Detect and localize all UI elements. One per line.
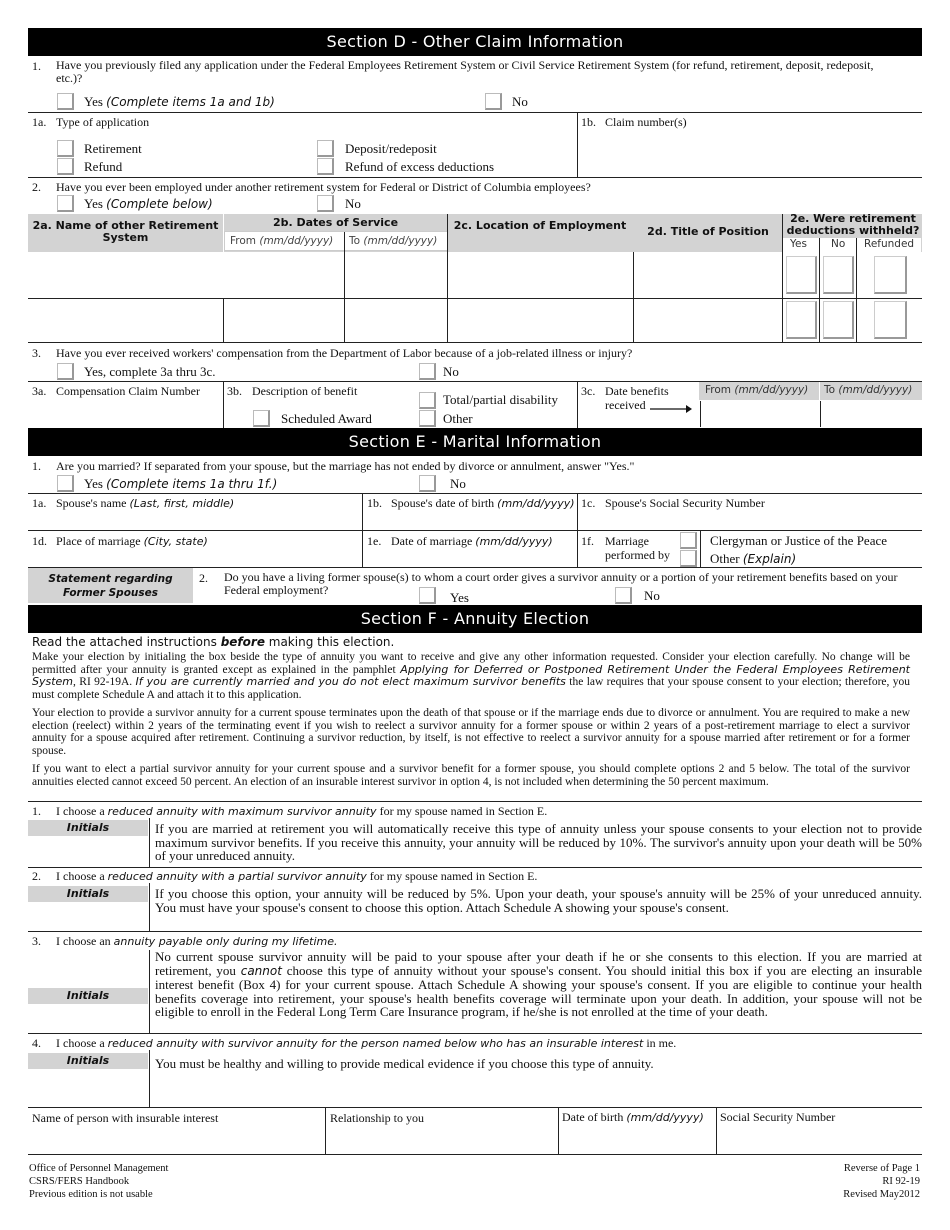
scheduled-award-checkbox[interactable] <box>253 410 270 427</box>
divider <box>856 238 857 342</box>
divider <box>28 298 922 299</box>
d-q1-no-label: No <box>512 94 528 109</box>
compensation-claim-input[interactable] <box>30 400 220 426</box>
col-2b-header: 2b. Dates of Service <box>272 216 399 229</box>
row1-from-input[interactable] <box>224 252 343 298</box>
option-1-initials-label: Initials <box>28 820 148 836</box>
claim-number-field[interactable] <box>580 130 920 174</box>
retirement-checkbox[interactable] <box>57 140 74 157</box>
divider <box>28 177 922 178</box>
e-q1f-label-2: performed by <box>605 548 670 562</box>
e-q1c-number: 1c. <box>581 496 596 510</box>
q3c-from-input[interactable] <box>700 401 818 427</box>
section-d-header: Section D - Other Claim Information <box>28 28 922 56</box>
col-2e-header: 2e. Were retirement deductions withheld? <box>786 212 920 237</box>
col-2d-header: 2d. Title of Position <box>647 225 769 238</box>
d-q3b-label: Description of benefit <box>252 384 358 398</box>
e-q1d-label: Place of marriage (City, state) <box>56 534 208 548</box>
total-disability-label: Total/partial disability <box>443 392 558 407</box>
f-paragraph-2: Your election to provide a survivor annuity for a current spouse terminates upon the death of that spouse or if the marriage ends due to divorce or annulment. You are required to make a new election (reelect) within 2 years of the terminating event if you wish to reelect a survivor annuity for a former spouse or within 2 years of a post-retirement marriage to elect a survivor annuity for a spouse acquired after retirement. Continuing a survivor reduction, by itself, is not effective to reelect a survivor annuity for a spouse married after retirement or for a former spouse. <box>32 707 910 757</box>
footer-left-2: CSRS/FERS Handbook <box>29 1176 130 1187</box>
f-paragraph-3: If you want to elect a partial survivor annuity for your current spouse and a survivor benefit for a former spouse, you should complete options 2 and 5 below. The total of the survivor annuities elected cannot exceed 50 percent. An election of an insurable interest survivor in option 4, is not included when determining the 50 percent maximum. <box>32 763 910 788</box>
d-q1a-label: Type of application <box>56 115 150 129</box>
option-2-number: 2. <box>32 869 41 883</box>
e-q1d-number: 1d. <box>32 534 47 548</box>
option-3-initials-input[interactable] <box>28 1005 148 1032</box>
row2-yes-box[interactable] <box>786 301 817 339</box>
e-q2-yes-checkbox[interactable] <box>419 587 436 604</box>
divider <box>577 112 578 177</box>
spouse-dob-input[interactable] <box>364 511 575 530</box>
insurable-name-input[interactable] <box>30 1127 323 1153</box>
divider <box>700 530 701 567</box>
d-q3-no-label: No <box>443 364 459 379</box>
d-q2-no-checkbox[interactable] <box>317 195 334 212</box>
statement-line-2: Former Spouses <box>62 587 159 599</box>
footer-left-3: Previous edition is not usable <box>29 1189 153 1200</box>
option-2-initials-input[interactable] <box>28 903 148 931</box>
divider <box>28 1154 922 1155</box>
deposit-checkbox[interactable] <box>317 140 334 157</box>
row1-title-input[interactable] <box>634 252 781 298</box>
insurable-ssn-input[interactable] <box>718 1127 920 1153</box>
d-q1b-label: Claim number(s) <box>605 115 687 129</box>
option-1-number: 1. <box>32 804 41 818</box>
d-q3a-number: 3a. <box>32 384 47 398</box>
option-4-text: You must be healthy and willing to provide medical evidence if you choose this type of annuity. <box>155 1056 654 1071</box>
e-q2-no-label: No <box>644 588 660 603</box>
e-q1-no-checkbox[interactable] <box>419 475 436 492</box>
divider <box>28 493 922 494</box>
retirement-label: Retirement <box>84 141 142 156</box>
d-q2-number: 2. <box>32 180 41 194</box>
d-q3-no-checkbox[interactable] <box>419 363 436 380</box>
e-q1f-label-1: Marriage <box>605 534 649 548</box>
divider <box>28 112 922 113</box>
divider <box>28 530 922 531</box>
divider <box>819 238 820 342</box>
row1-system-input[interactable] <box>28 252 222 298</box>
divider <box>28 867 922 868</box>
e-q1a-number: 1a. <box>32 496 47 510</box>
row2-no-box[interactable] <box>823 301 854 339</box>
d-q3-yes-checkbox[interactable] <box>57 363 74 380</box>
option-4-initials-label: Initials <box>28 1053 148 1069</box>
arrow-right-icon <box>650 404 692 414</box>
e-q2-yes-label: Yes <box>450 590 469 605</box>
option-1-initials-input[interactable] <box>28 837 148 867</box>
footer-right-3: Revised May2012 <box>843 1189 920 1200</box>
other-benefit-label: Other <box>443 411 473 426</box>
d-q3c-label-2: received <box>605 398 646 412</box>
e-q2-text: Do you have a living former spouse(s) to whom a court order gives a survivor annuity or a portion of your retirement benefits based on your Federal employment? <box>224 570 898 597</box>
f-paragraph-1: Make your election by initialing the box beside the type of annuity you want to receive and give any other information requested. Consider your election carefully. No change will be permitted after your annuity is granted except as explained in the pamphlet Applying for Deferred or Postponed Retirement Under the Federal Employees Retirement System, RI 92-19A. If you are currently married and you do not elect maximum survivor benefits the law requires that your spouse consent to your election; therefore, you must complete Schedule A and attach it to this application. <box>32 651 910 701</box>
col-2b-from: From (mm/dd/yyyy) <box>230 235 334 247</box>
option-2-title: I choose a reduced annuity with a partial survivor annuity for my spouse named in Section E. <box>56 869 538 883</box>
insurable-name-label: Name of person with insurable interest <box>32 1111 219 1125</box>
divider <box>28 801 922 802</box>
marriage-place-input[interactable] <box>30 549 360 566</box>
insurable-dob-label: Date of birth (mm/dd/yyyy) <box>562 1110 704 1124</box>
option-4-number: 4. <box>32 1036 41 1050</box>
total-disability-checkbox[interactable] <box>419 392 436 409</box>
e-q1b-label: Spouse's date of birth (mm/dd/yyyy) <box>391 496 575 510</box>
divider <box>28 1107 922 1108</box>
e-q2-no-checkbox[interactable] <box>615 587 632 604</box>
d-q1a-number: 1a. <box>32 115 47 129</box>
refund-checkbox[interactable] <box>57 158 74 175</box>
col-2e-yes: Yes <box>790 238 807 250</box>
d-q3a-label: Compensation Claim Number <box>56 384 200 398</box>
option-1-title: I choose a reduced annuity with maximum survivor annuity for my spouse named in Section E. <box>56 804 548 818</box>
d-q2-yes-checkbox[interactable] <box>57 195 74 212</box>
divider <box>149 1050 150 1107</box>
d-q1-yes-checkbox[interactable] <box>57 93 74 110</box>
d-q1-no-checkbox[interactable] <box>485 93 502 110</box>
d-q3c-number: 3c. <box>581 384 596 398</box>
col-2b-to: To (mm/dd/yyyy) <box>349 235 438 247</box>
d-q2-text: Have you ever been employed under another retirement system for Federal or District of Columbia employees? <box>56 180 591 194</box>
divider <box>223 381 224 428</box>
option-4-initials-input[interactable] <box>28 1070 148 1106</box>
col-2c-header: 2c. Location of Employment <box>453 219 627 232</box>
option-1-text: If you are married at retirement you will automatically receive this type of annuity unless your spouse consents to your election not to provide maximum survivor benefits. If you receive this annuity, your annuity will be reduced by 10%. The survivor's annuity upon your death will be 50% of your unreduced annuity. <box>155 821 922 863</box>
spouse-ssn-input[interactable] <box>580 511 920 530</box>
divider <box>558 1107 559 1154</box>
divider <box>149 818 150 868</box>
relationship-input[interactable] <box>327 1127 556 1153</box>
divider <box>28 931 922 932</box>
d-q1-yes-label: Yes (Complete items 1a and 1b) <box>84 94 275 109</box>
scheduled-award-label: Scheduled Award <box>281 411 372 426</box>
e-q1-number: 1. <box>32 459 41 473</box>
section-f-header: Section F - Annuity Election <box>28 605 922 633</box>
insurable-dob-input[interactable] <box>560 1127 714 1153</box>
d-q1b-number: 1b. <box>581 115 596 129</box>
d-q3-yes-label: Yes, complete 3a thru 3c. <box>84 364 216 379</box>
footer-right-1: Reverse of Page 1 <box>843 1163 920 1174</box>
divider <box>716 1107 717 1154</box>
e-q2-number: 2. <box>199 571 208 585</box>
footer-right-2: RI 92-19 <box>882 1176 920 1187</box>
row2-title-input[interactable] <box>634 300 781 341</box>
row1-yes-box[interactable] <box>786 256 817 294</box>
d-q2-no-label: No <box>345 196 361 211</box>
row2-to-input[interactable] <box>345 300 446 341</box>
d-q3-number: 3. <box>32 346 41 360</box>
row1-location-input[interactable] <box>448 252 632 298</box>
q3c-to-input[interactable] <box>820 401 921 427</box>
f-intro: Read the attached instructions before making this election. <box>32 635 395 649</box>
d-q1-text: Have you previously filed any application under the Federal Employees Retirement System or Civil Service Retirement System (for refund, retirement, deposit, redeposit, etc.)? <box>56 58 874 85</box>
relationship-label: Relationship to you <box>330 1111 424 1125</box>
col-2e-refunded: Refunded <box>864 238 915 250</box>
option-4-title: I choose a reduced annuity with survivor annuity for the person named below who has an insurable interest in me. <box>56 1036 677 1050</box>
other-benefit-checkbox[interactable] <box>419 410 436 427</box>
d-q1-number: 1. <box>32 59 41 73</box>
divider <box>325 1107 326 1154</box>
divider <box>149 883 150 932</box>
marriage-date-input[interactable] <box>364 549 575 566</box>
d-q3b-number: 3b. <box>227 384 242 398</box>
refund-excess-checkbox[interactable] <box>317 158 334 175</box>
e-q1b-number: 1b. <box>367 496 382 510</box>
option-3-initials-label: Initials <box>28 988 148 1004</box>
row2-from-input[interactable] <box>224 300 343 341</box>
statement-line-1: Statement regarding <box>48 573 173 585</box>
d-q3-text: Have you ever received workers' compensation from the Department of Labor because of a job-related illness or injury? <box>56 346 633 360</box>
e-q1c-label: Spouse's Social Security Number <box>605 496 765 510</box>
e-q1-yes-label: Yes (Complete items 1a thru 1f.) <box>84 476 278 491</box>
row2-location-input[interactable] <box>448 300 632 341</box>
e-q1-no-label: No <box>450 476 466 491</box>
row1-refunded-box[interactable] <box>874 256 907 294</box>
d-q3c-label-1: Date benefits <box>605 384 669 398</box>
clergyman-checkbox[interactable] <box>680 532 697 549</box>
other-performed-label: Other (Explain) <box>710 551 797 566</box>
section-e-header: Section E - Marital Information <box>28 428 922 456</box>
clergyman-label: Clergyman or Justice of the Peace <box>710 533 888 548</box>
col-2e-no: No <box>831 238 846 250</box>
refund-excess-label: Refund of excess deductions <box>345 159 495 174</box>
e-q1e-label: Date of marriage (mm/dd/yyyy) <box>391 534 553 548</box>
option-2-text: If you choose this option, your annuity will be reduced by 5%. Upon your death, your spouse's annuity will be 25% of your unreduced annuity. You must have your spouse's consent to choose this option. Attach Schedule A showing your spouse's consent. <box>155 886 922 915</box>
col-2a-header: 2a. Name of other Retirement System <box>32 219 219 244</box>
row1-to-input[interactable] <box>345 252 446 298</box>
deposit-label: Deposit/redeposit <box>345 141 437 156</box>
other-performed-checkbox[interactable] <box>680 550 697 567</box>
e-q1-yes-checkbox[interactable] <box>57 475 74 492</box>
e-q1f-number: 1f. <box>581 534 594 548</box>
divider <box>28 1033 922 1034</box>
row1-no-box[interactable] <box>823 256 854 294</box>
e-q1-text: Are you married? If separated from your spouse, but the marriage has not ended by divorce or annulment, answer "Yes." <box>56 459 635 473</box>
option-3-number: 3. <box>32 934 41 948</box>
row2-system-input[interactable] <box>28 300 222 341</box>
d-q2-yes-label: Yes (Complete below) <box>84 196 213 211</box>
option-3-text: No current spouse survivor annuity will be paid to your spouse after your death if he or she consents to this election. If you are married at retirement, you cannot choose this type of annuity without your spouse's consent. You should initial this box if you are electing an insurable interest benefit (Box 4) for your current spouse. Attach Schedule A showing your spouse's consent. If you are eligible to continue your health benefits coverage into retirement, your spouse's health benefits coverage will terminate upon your death. In addition, your spouse will not be eligible to enroll in the Federal Long Term Care Insurance program, if he/she is not enrolled at the time of your death. <box>155 949 923 1019</box>
q3c-from: From (mm/dd/yyyy) <box>705 384 809 396</box>
e-q1a-label: Spouse's name (Last, first, middle) <box>56 496 235 510</box>
option-2-initials-label: Initials <box>28 886 148 902</box>
footer-left-1: Office of Personnel Management <box>29 1163 169 1174</box>
option-3-title: I choose an annuity payable only during my lifetime. <box>56 934 338 948</box>
row2-refunded-box[interactable] <box>874 301 907 339</box>
spouse-name-input[interactable] <box>30 511 360 530</box>
divider <box>577 381 578 428</box>
refund-label: Refund <box>84 159 123 174</box>
q3c-to: To (mm/dd/yyyy) <box>824 384 913 396</box>
divider <box>28 342 922 343</box>
e-q1e-number: 1e. <box>367 534 382 548</box>
insurable-ssn-label: Social Security Number <box>720 1110 836 1124</box>
divider <box>149 950 150 1033</box>
